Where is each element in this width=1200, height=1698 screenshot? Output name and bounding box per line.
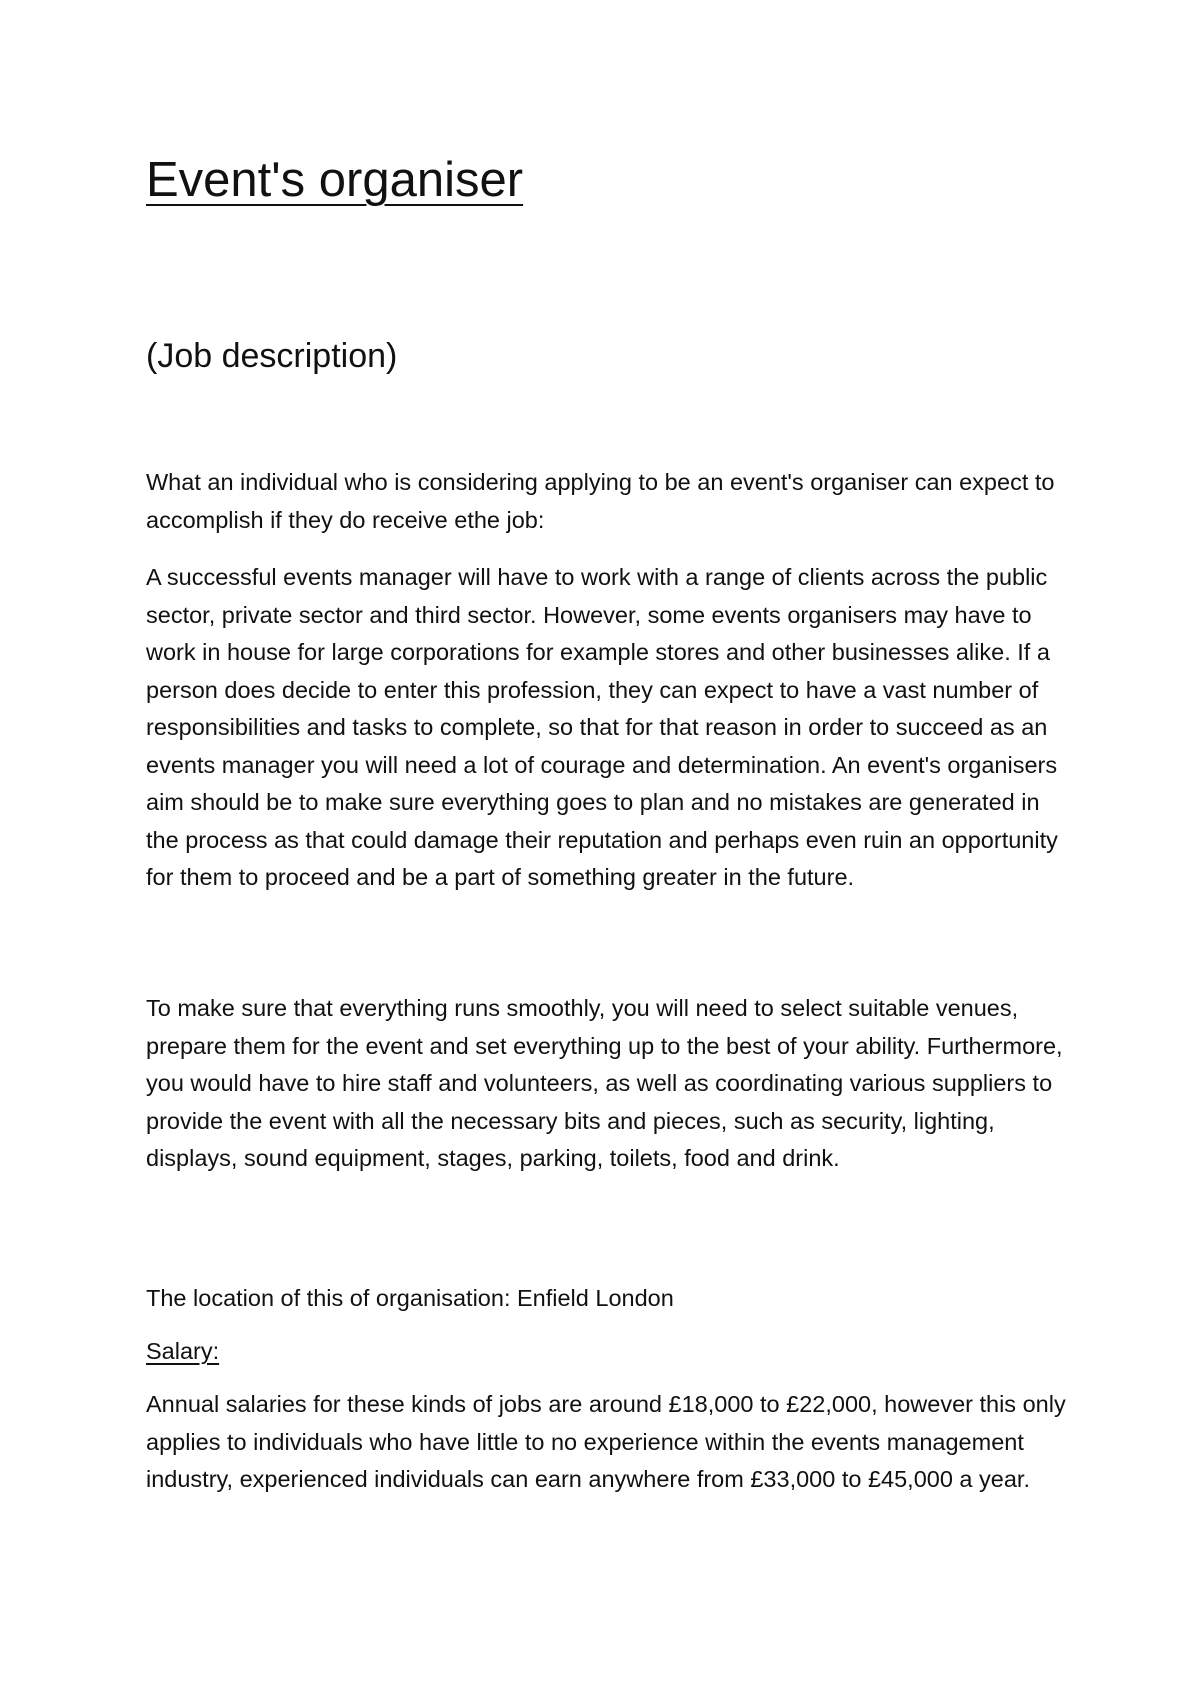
intro-paragraph: What an individual who is considering applying to be an event's organiser can expect to accomplish if they do receive ethe job: — [146, 469, 1055, 533]
body-paragraph-clients: A successful events manager will have to work with a range of clients across the public sector, private sector and third sector. However, some events organisers may have to work in house for large corporations for example stores and other businesses alike. If a person does decide to enter this profession, they can expect to have a vast number of responsibilities and tasks to complete, so that for that reason in order to succeed as an events manager you will need a lot of courage and determination. An event's organisers aim should be to make sure everything goes to plan and no mistakes are generated in the process as that could damage their reputation and perhaps even ruin an opportunity for them to proceed and be a part of something greater in the future. — [146, 564, 1058, 890]
document-content — [146, 150, 1076, 1492]
location-line: The location of this of organisation: Enfield London — [146, 1285, 674, 1311]
body-paragraph-responsibilities: To make sure that everything runs smoothly, you will need to select suitable venues, prepare them for the event and set everything up to the best of your ability. Furthermore, you would have to hire staff and volunteers, as well as coordinating various suppliers to provide the event with all the necessary bits and pieces, such as security, lighting, displays, sound equipment, stages, parking, toilets, food and drink. — [146, 995, 1063, 1171]
document-subtitle: (Job description) — [146, 337, 398, 375]
salary-paragraph: Annual salaries for these kinds of jobs are around £18,000 to £22,000, however this only applies to individuals who have little to no experience within the events management industry, experienced individuals can earn anywhere from £33,000 to £45,000 a year. — [146, 1391, 1066, 1492]
salary-heading: Salary: — [146, 1338, 220, 1364]
document-title: Event's organiser — [146, 153, 524, 207]
